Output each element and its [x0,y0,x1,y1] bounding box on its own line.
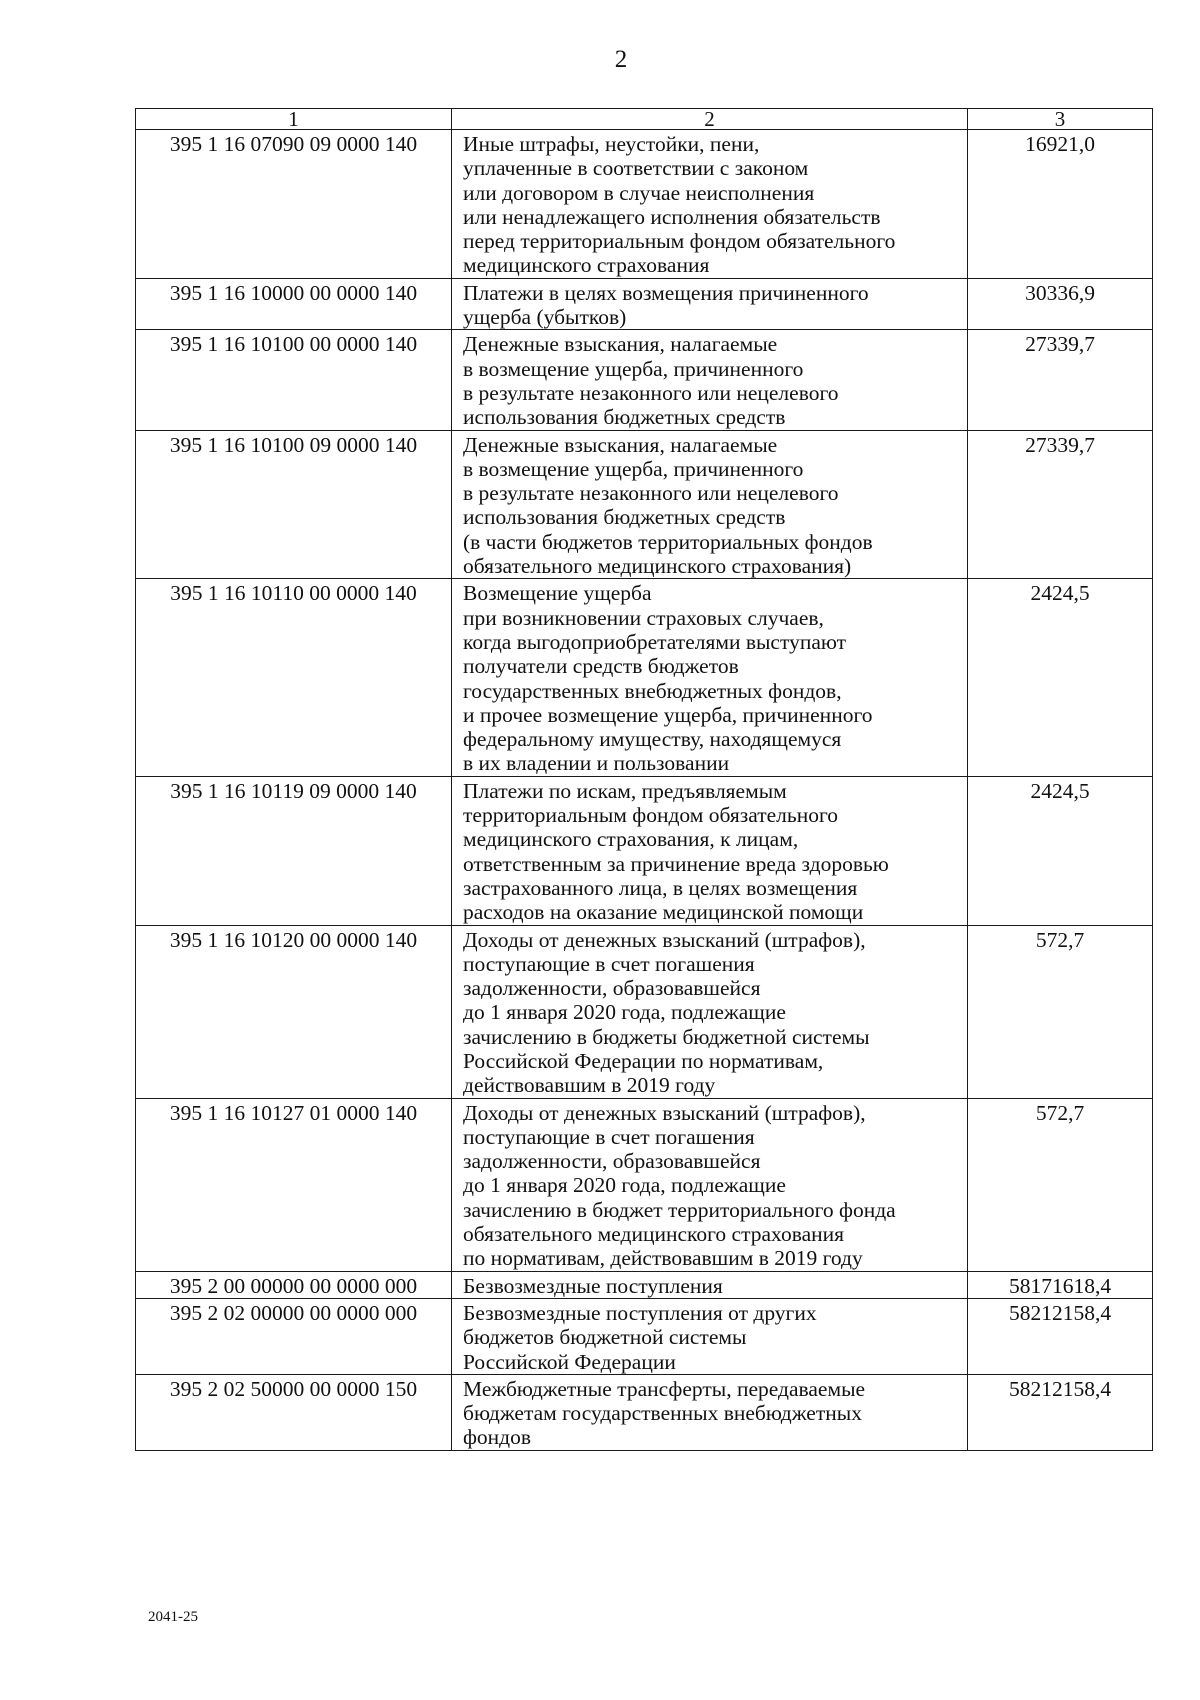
table-row [136,776,1153,925]
revenue-description: Возмещение ущерба при возникновении страховых случаев, когда выгодоприобретателями выступают получатели средств бюджетов государственных внебюджетных фондов, и прочее возмещение ущерба, причиненного федеральному имуществу, находящемуся в их владении и пользовании [452,579,968,776]
revenue-amount: 27339,7 [968,330,1153,430]
table-header-row [136,109,1153,130]
revenue-description: Доходы от денежных взысканий (штрафов), поступающие в счет погашения задолженности, образовавшейся до 1 января 2020 года, подлежащие зачислению в бюджет территориального фонда обязательного медицинского страхования по нормативам, действовавшим в 2019 году [452,1098,968,1271]
column-header-description: 2 [452,109,968,130]
revenue-description: Денежные взыскания, налагаемые в возмещение ущерба, причиненного в результате незаконного или нецелевого использования бюджетных средств (в части бюджетов территориальных фондов обязательного медицинского страхования) [452,430,968,579]
revenue-amount: 30336,9 [968,278,1153,330]
table-row [136,330,1153,430]
revenue-description: Безвозмездные поступления от других бюджетов бюджетной системы Российской Федерации [452,1298,968,1374]
revenue-table [135,108,1153,1451]
revenue-code: 395 1 16 10127 01 0000 140 [136,1098,452,1271]
revenue-amount: 572,7 [968,1098,1153,1271]
revenue-amount: 58212158,4 [968,1374,1153,1450]
revenue-code: 395 1 16 10100 00 0000 140 [136,330,452,430]
table-row [136,1298,1153,1374]
revenue-description: Платежи по искам, предъявляемым территориальным фондом обязательного медицинского страхования, к лицам, ответственным за причинение вреда здоровью застрахованного лица, в целях возмещения расходов на оказание медицинской помощи [452,776,968,925]
table-row [136,925,1153,1098]
revenue-amount: 2424,5 [968,579,1153,776]
revenue-description: Иные штрафы, неустойки, пени, уплаченные в соответствии с законом или договором в случае неисполнения или ненадлежащего исполнения обязательств перед территориальным фондом обязательного медицинского страхования [452,130,968,279]
revenue-code: 395 1 16 07090 09 0000 140 [136,130,452,279]
revenue-amount: 58212158,4 [968,1298,1153,1374]
revenue-amount: 58171618,4 [968,1271,1153,1298]
table-row [136,579,1153,776]
revenue-amount: 27339,7 [968,430,1153,579]
revenue-code: 395 1 16 10100 09 0000 140 [136,430,452,579]
revenue-code: 395 1 16 10120 00 0000 140 [136,925,452,1098]
revenue-description: Платежи в целях возмещения причиненного ущерба (убытков) [452,278,968,330]
column-header-code: 1 [136,109,452,130]
revenue-description: Межбюджетные трансферты, передаваемые бюджетам государственных внебюджетных фондов [452,1374,968,1450]
revenue-code: 395 1 16 10000 00 0000 140 [136,278,452,330]
table-row [136,130,1153,279]
revenue-description: Безвозмездные поступления [452,1271,968,1298]
revenue-code: 395 2 02 50000 00 0000 150 [136,1374,452,1450]
revenue-code: 395 1 16 10119 09 0000 140 [136,776,452,925]
table-row [136,1271,1153,1298]
table-row [136,1374,1153,1450]
revenue-code: 395 1 16 10110 00 0000 140 [136,579,452,776]
table-row [136,430,1153,579]
revenue-amount: 572,7 [968,925,1153,1098]
revenue-amount: 16921,0 [968,130,1153,279]
revenue-amount: 2424,5 [968,776,1153,925]
revenue-description: Денежные взыскания, налагаемые в возмещение ущерба, причиненного в результате незаконного или нецелевого использования бюджетных средств [452,330,968,430]
page-number: 2 [614,46,628,73]
column-header-amount: 3 [968,109,1153,130]
document-code: 2041-25 [148,1609,198,1625]
revenue-code: 395 2 02 00000 00 0000 000 [136,1298,452,1374]
revenue-description: Доходы от денежных взысканий (штрафов), поступающие в счет погашения задолженности, образовавшейся до 1 января 2020 года, подлежащие зачислению в бюджеты бюджетной системы Российской Федерации по нормативам, действовавшим в 2019 году [452,925,968,1098]
table-row [136,278,1153,330]
table-row [136,1098,1153,1271]
revenue-code: 395 2 00 00000 00 0000 000 [136,1271,452,1298]
